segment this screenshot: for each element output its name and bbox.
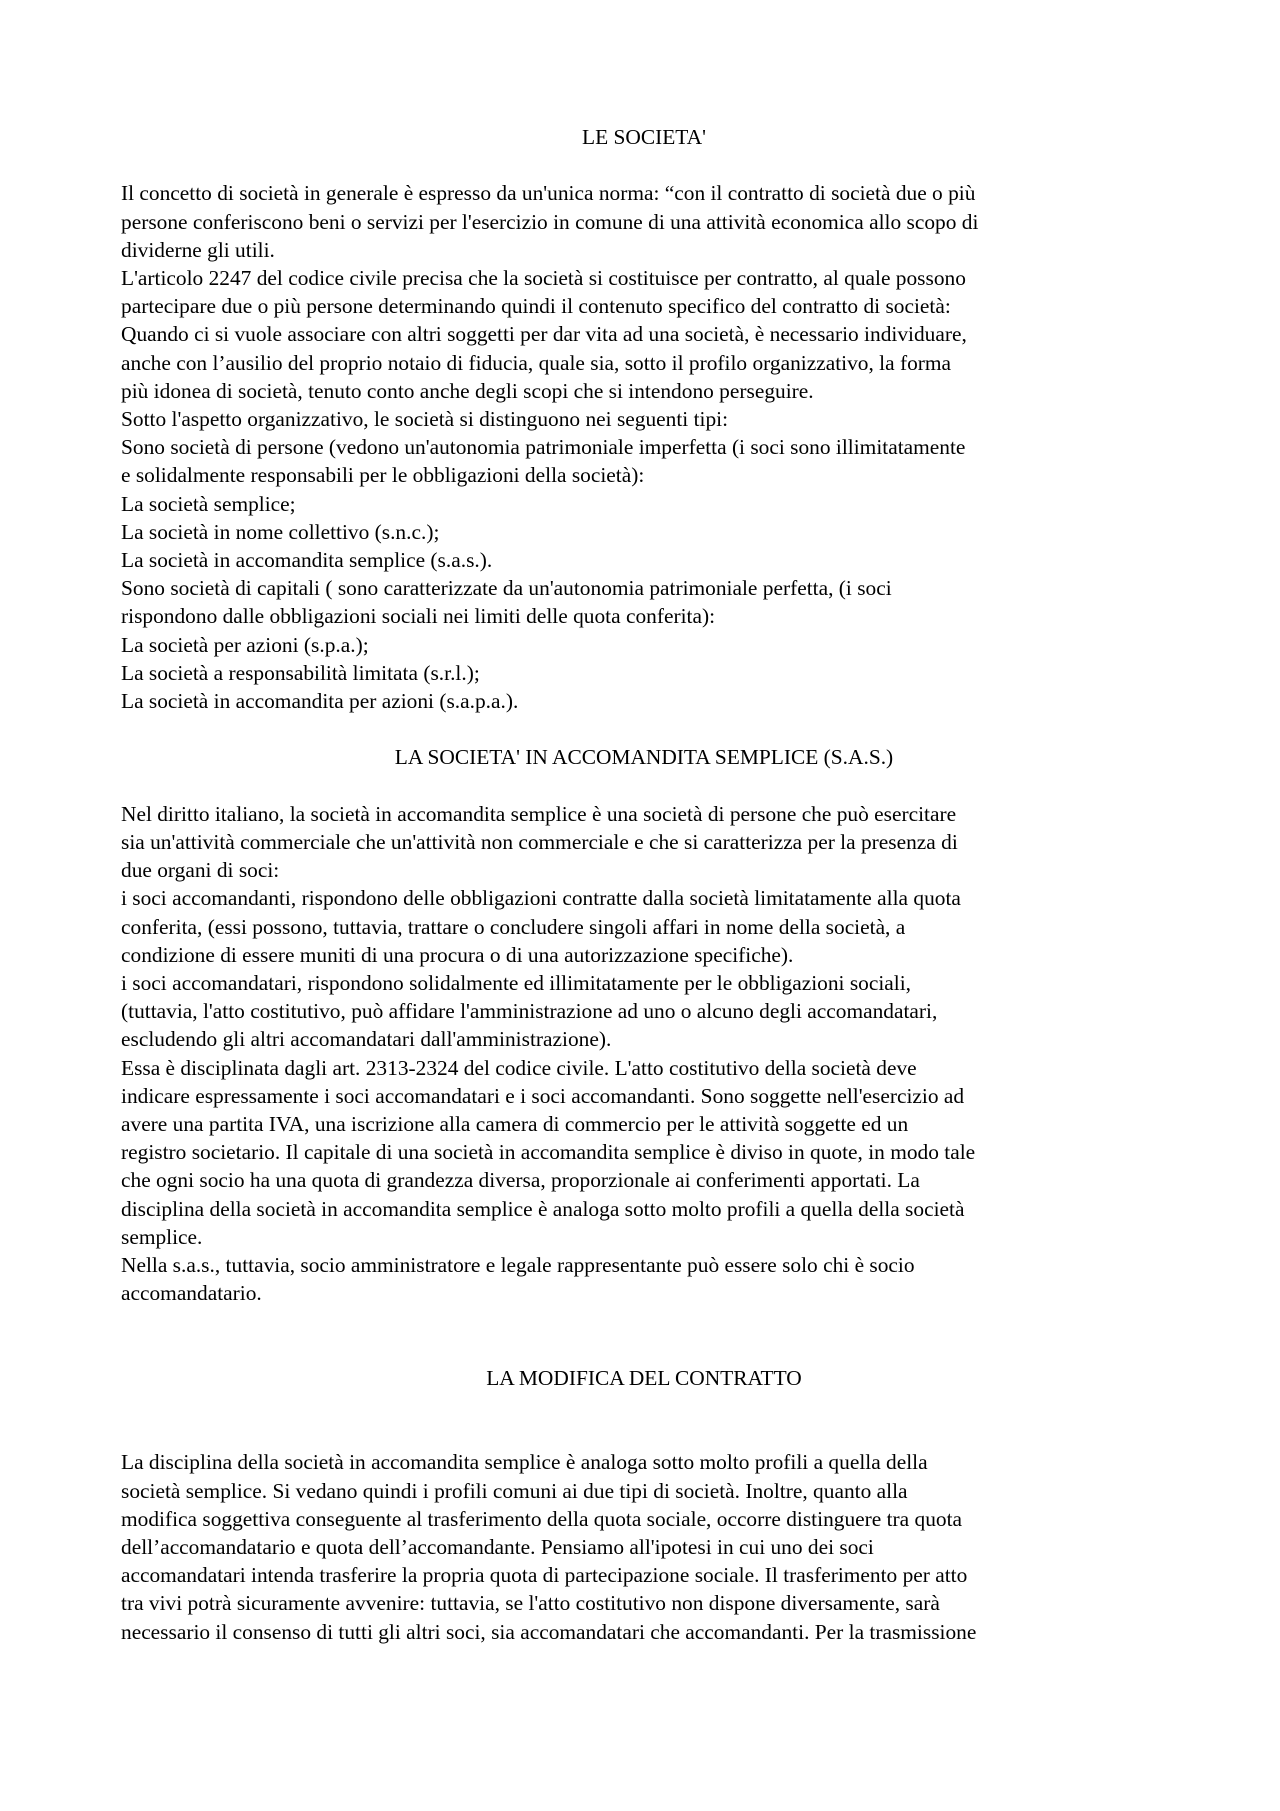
text-line: che ogni socio ha una quota di grandezza diversa, proporzionale ai conferimenti apportati. La xyxy=(121,1168,920,1193)
text-line: più idonea di società, tenuto conto anche degli scopi che si intendono perseguire. xyxy=(121,378,814,403)
text-line: Sono società di persone (vedono un'autonomia patrimoniale imperfetta (i soci sono illimitatamente xyxy=(121,435,966,460)
text-line: anche con l’ausilio del proprio notaio di fiducia, quale sia, sotto il profilo organizzativo, la forma xyxy=(121,350,952,375)
text-line: accomandatari intenda trasferire la propria quota di partecipazione sociale. Il trasferimento per atto xyxy=(121,1563,968,1588)
text-line: società semplice. Si vedano quindi i profili comuni ai due tipi di società. Inoltre, quanto alla xyxy=(121,1478,908,1503)
text-line: Nella s.a.s., tuttavia, socio amministratore e legale rappresentante può essere solo chi è socio xyxy=(121,1253,915,1278)
text-line: escludendo gli altri accomandatari dall'amministrazione). xyxy=(121,1027,612,1052)
text-line: modifica soggettiva conseguente al trasferimento della quota sociale, occorre distinguere tra quota xyxy=(121,1506,963,1531)
section-heading: LA SOCIETA' IN ACCOMANDITA SEMPLICE (S.A.S.) xyxy=(394,745,894,770)
text-line: Sono società di capitali ( sono caratterizzate da un'autonomia patrimoniale perfetta, (i soci xyxy=(121,576,892,601)
text-line: La società in accomandita semplice (s.a.s.). xyxy=(121,548,493,573)
text-line: due organi di soci: xyxy=(121,858,280,883)
text-line: partecipare due o più persone determinando quindi il contenuto specifico del contratto di società: xyxy=(121,294,951,319)
section-paragraph xyxy=(121,1448,1167,1645)
text-line: Nel diritto italiano, la società in accomandita semplice è una società di persone che può esercitare xyxy=(121,801,957,826)
text-line: La società a responsabilità limitata (s.r.l.); xyxy=(121,660,480,685)
text-line: necessario il consenso di tutti gli altri soci, sia accomandatari che accomandanti. Per la trasmissione xyxy=(121,1619,977,1644)
spacer xyxy=(121,772,1167,800)
text-line: La società in accomandita per azioni (s.a.p.a.). xyxy=(121,689,519,714)
text-line: registro societario. Il capitale di una società in accomandita semplice è diviso in quote, in modo tale xyxy=(121,1140,976,1165)
text-line: semplice. xyxy=(121,1224,203,1249)
text-line: disciplina della società in accomandita semplice è analoga sotto molto profili a quella della società xyxy=(121,1196,965,1221)
section-heading: LE SOCIETA' xyxy=(582,125,706,149)
text-line: La disciplina della società in accomandita semplice è analoga sotto molto profili a quella della xyxy=(121,1450,928,1475)
text-line: Essa è disciplinata dagli art. 2313-2324 del codice civile. L'atto costitutivo della società deve xyxy=(121,1055,917,1080)
text-line: rispondono dalle obbligazioni sociali nei limiti delle quota conferita): xyxy=(121,604,716,629)
text-line: i soci accomandanti, rispondono delle obbligazioni contratte dalla società limitatamente alla quota xyxy=(121,886,961,911)
spacer xyxy=(121,715,1167,743)
text-line: Sotto l'aspetto organizzativo, le società si distinguono nei seguenti tipi: xyxy=(121,407,729,432)
text-line: conferita, (essi possono, tuttavia, trattare o concludere singoli affari in nome della società, a xyxy=(121,914,906,939)
section-paragraph xyxy=(121,179,1167,715)
text-line: La società in nome collettivo (s.n.c.); xyxy=(121,519,440,544)
text-line: Quando ci si vuole associare con altri soggetti per dar vita ad una società, è necessario individuare, xyxy=(121,322,967,347)
text-line: accomandatario. xyxy=(121,1281,262,1306)
text-line: i soci accomandatari, rispondono solidalmente ed illimitatamente per le obbligazioni sociali, xyxy=(121,971,912,996)
text-line: e solidalmente responsabili per le obbligazioni della società): xyxy=(121,463,645,488)
text-line: avere una partita IVA, una iscrizione alla camera di commercio per le attività soggette ed un xyxy=(121,1112,909,1137)
text-line: sia un'attività commerciale che un'attività non commerciale e che si caratterizza per la presenza di xyxy=(121,830,958,855)
text-line: L'articolo 2247 del codice civile precisa che la società si costituisce per contratto, al quale possono xyxy=(121,266,966,290)
text-line: Il concetto di società in generale è espresso da un'unica norma: “con il contratto di società due o più xyxy=(121,181,976,206)
text-line: La società semplice; xyxy=(121,491,296,516)
text-line: tra vivi potrà sicuramente avvenire: tuttavia, se l'atto costitutivo non dispone diversamente, sarà xyxy=(121,1591,940,1616)
text-line: dell’accomandatario e quota dell’accomandante. Pensiamo all'ipotesi in cui uno dei soci xyxy=(121,1535,874,1560)
spacer xyxy=(121,151,1167,179)
spacer xyxy=(121,1307,1167,1363)
text-line: La società per azioni (s.p.a.); xyxy=(121,632,369,657)
text-line: condizione di essere muniti di una procura o di una autorizzazione specifiche). xyxy=(121,942,794,967)
section-heading: LA MODIFICA DEL CONTRATTO xyxy=(486,1365,802,1390)
document-body xyxy=(121,123,1167,1646)
section-paragraph xyxy=(121,800,1167,1308)
text-line: dividerne gli utili. xyxy=(121,237,275,262)
text-line: (tuttavia, l'atto costitutivo, può affidare l'amministrazione ad uno o alcuno degli accomandatari, xyxy=(121,999,938,1024)
text-line: persone conferiscono beni o servizi per l'esercizio in comune di una attività economica allo scopo di xyxy=(121,209,979,234)
spacer xyxy=(121,1392,1167,1448)
text-line: indicare espressamente i soci accomandatari e i soci accomandanti. Sono soggette nell'esercizio ad xyxy=(121,1083,965,1108)
